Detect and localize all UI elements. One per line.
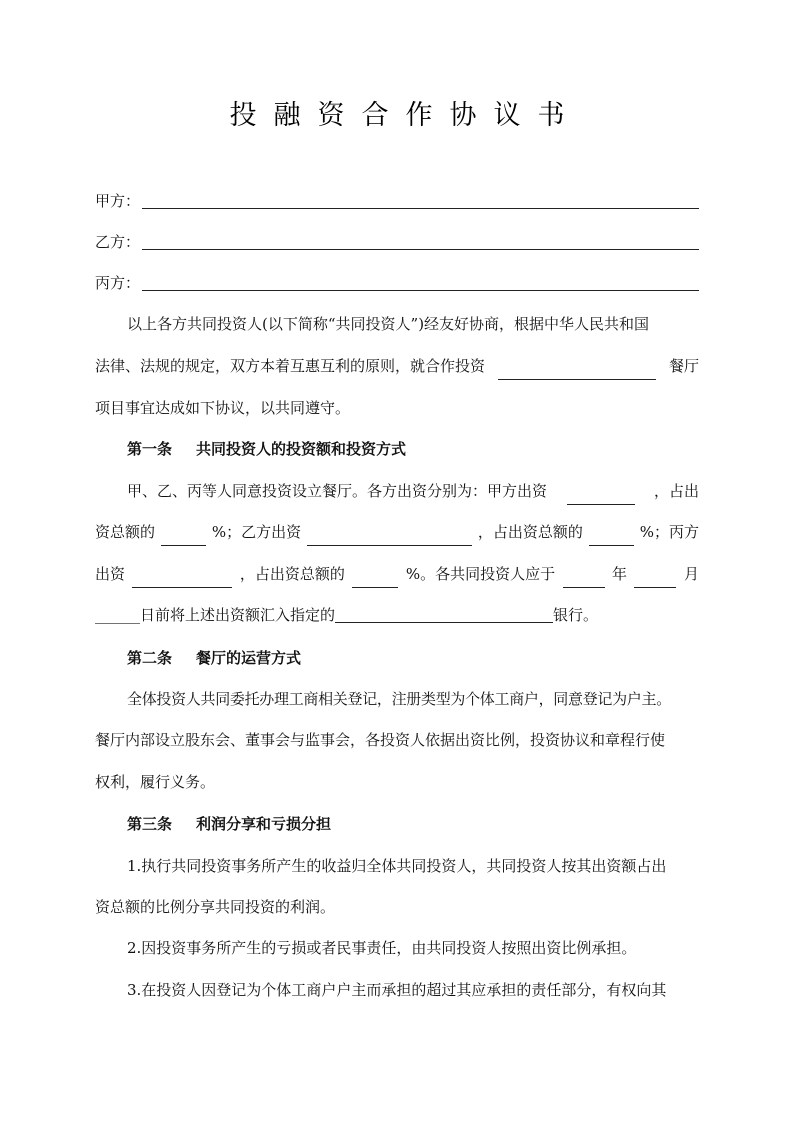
text: ______日前将上述出资额汇入指定的 [95, 606, 336, 624]
article-title: 利润分享和亏损分担 [196, 815, 332, 833]
article-number: 第一条 [127, 440, 173, 458]
year-blank[interactable] [563, 571, 605, 588]
article-1-line-2 [95, 521, 699, 543]
document-title: 投融资合作协议书 [229, 100, 582, 131]
party-b-percent-blank[interactable] [589, 529, 634, 546]
bank-name-blank[interactable] [335, 606, 553, 623]
article-number: 第二条 [127, 649, 173, 667]
preamble-line-3: 项目事宜达成如下协议，以共同遵守。 [95, 399, 351, 417]
text: 年 [612, 565, 628, 583]
party-a-blank[interactable] [142, 192, 699, 209]
text: 资总额的 [95, 523, 156, 541]
party-c-blank[interactable] [142, 274, 699, 291]
article-3-heading [95, 813, 731, 835]
party-label: 丙方： [95, 274, 141, 292]
text: ，占出 [653, 482, 699, 500]
article-3-item-2: 2.因投资事务所产生的亏损或者民事责任，由共同投资人按照出资比例承担。 [127, 939, 637, 957]
text: ，占出资总额的 [477, 523, 583, 541]
party-row-c [95, 272, 699, 294]
text: %。各共同投资人应于 [405, 565, 556, 583]
article-2-line-2: 餐厅内部设立股东会、董事会与监事会，各投资人依据出资比例，投资协议和章程行使 [95, 731, 666, 749]
party-a-percent-blank[interactable] [161, 529, 206, 546]
party-label: 乙方： [95, 233, 141, 251]
article-1-line-4 [95, 604, 699, 626]
month-blank[interactable] [634, 571, 676, 588]
article-3-item-3-line-1: 3.在投资人因登记为个体工商户户主而承担的超过其应承担的责任部分，有权向其 [127, 981, 667, 999]
article-2-line-1: 全体投资人共同委托办理工商相关登记，注册类型为个体工商户，同意登记为户主。 [127, 690, 671, 708]
party-c-investment-blank[interactable] [132, 571, 232, 588]
preamble-line-2 [95, 355, 699, 377]
text: %；乙方出资 [211, 523, 302, 541]
party-row-b [95, 231, 699, 253]
text: 银行。 [553, 606, 599, 624]
restaurant-name-blank[interactable] [498, 363, 656, 380]
article-title: 餐厅的运营方式 [196, 649, 302, 667]
text: 月 [683, 565, 699, 583]
preamble-line-1: 以上各方共同投资人(以下简称“共同投资人”)经友好协商，根据中华人民共和国 [127, 315, 650, 333]
text: 法律、法规的规定，双方本着互惠互利的原则，就合作投资 [95, 357, 486, 375]
party-label: 甲方： [95, 192, 141, 210]
party-b-blank[interactable] [142, 233, 699, 250]
party-b-investment-blank[interactable] [307, 529, 472, 546]
party-c-percent-blank[interactable] [352, 571, 398, 588]
article-1-line-1 [95, 480, 699, 502]
party-row-a [95, 190, 699, 212]
text: 出资 [95, 565, 126, 583]
article-3-item-1-line-1: 1.执行共同投资事务所产生的收益归全体共同投资人，共同投资人按其出资额占出 [127, 857, 667, 875]
text: 餐厅 [668, 357, 699, 375]
party-a-investment-blank[interactable] [567, 488, 635, 505]
article-number: 第三条 [127, 815, 173, 833]
article-1-line-3 [95, 563, 699, 585]
article-3-item-1-line-2: 资总额的比例分享共同投资的利润。 [95, 898, 336, 916]
text: %；丙方 [639, 523, 699, 541]
article-2-line-3: 权利，履行义务。 [95, 773, 216, 791]
article-2-heading [95, 647, 731, 669]
article-1-heading [95, 438, 731, 460]
text: ，占出资总额的 [239, 565, 345, 583]
article-title: 共同投资人的投资额和投资方式 [196, 440, 407, 458]
text: 甲、乙、丙等人同意投资设立餐厅。各方出资分别为：甲方出资 [127, 482, 548, 500]
